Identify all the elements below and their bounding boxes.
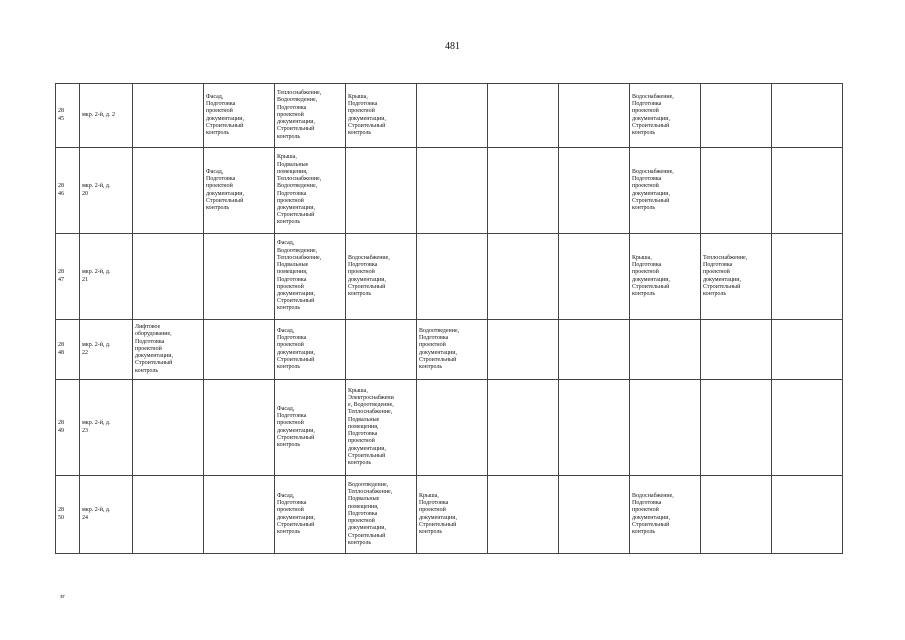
work-cell — [701, 380, 772, 476]
work-cell — [204, 380, 275, 476]
address-cell: мкр. 2-й, д. 23 — [80, 380, 133, 476]
work-cell — [488, 476, 559, 554]
table-row — [56, 148, 843, 234]
work-cell — [488, 380, 559, 476]
work-cell — [204, 476, 275, 554]
work-cell: Крыша, Подвальные помещения, Теплоснабжение, Водоотведение, Подготовка проектной документации, Строительный контроль — [275, 148, 346, 234]
row-number: 28 47 — [56, 234, 80, 320]
work-cell — [772, 476, 843, 554]
work-cell — [772, 380, 843, 476]
work-cell — [204, 320, 275, 380]
table-row — [56, 84, 843, 148]
work-cell — [701, 476, 772, 554]
row-number: 28 50 — [56, 476, 80, 554]
work-cell — [559, 148, 630, 234]
work-cell — [417, 148, 488, 234]
work-cell — [133, 84, 204, 148]
table-row — [56, 234, 843, 320]
work-cell — [133, 380, 204, 476]
row-number: 28 49 — [56, 380, 80, 476]
work-cell: Фасад, Подготовка проектной документации, Строительный контроль — [204, 84, 275, 148]
work-cell — [417, 234, 488, 320]
table-row — [56, 476, 843, 554]
work-cell — [630, 320, 701, 380]
address-cell: мкр. 2-й, д. 22 — [80, 320, 133, 380]
work-cell: Водоснабжение, Подготовка проектной документации, Строительный контроль — [630, 84, 701, 148]
row-number: 28 46 — [56, 148, 80, 234]
work-cell — [701, 148, 772, 234]
works-table — [55, 83, 843, 554]
work-cell — [772, 234, 843, 320]
work-cell: Крыша, Подготовка проектной документации, Строительный контроль — [630, 234, 701, 320]
work-cell — [133, 476, 204, 554]
work-cell — [772, 84, 843, 148]
work-cell — [559, 320, 630, 380]
work-cell: Лифтовое оборудование, Подготовка проектной документации, Строительный контроль — [133, 320, 204, 380]
work-cell — [488, 320, 559, 380]
address-cell: мкр. 2-й, д. 20 — [80, 148, 133, 234]
work-cell: Теплоснабжение, Водоотведение, Подготовка проектной документации, Строительный контроль — [275, 84, 346, 148]
work-cell: Фасад, Подготовка проектной документации, Строительный контроль — [204, 148, 275, 234]
work-cell — [701, 84, 772, 148]
work-cell — [559, 84, 630, 148]
address-cell: мкр. 2-й, д. 21 — [80, 234, 133, 320]
work-cell — [630, 380, 701, 476]
address-cell: мкр. 2-й, д. 2 — [80, 84, 133, 148]
work-cell — [204, 234, 275, 320]
footer-mark: зг — [60, 594, 65, 600]
work-cell: Фасад, Подготовка проектной документации, Строительный контроль — [275, 476, 346, 554]
work-cell: Теплоснабжение, Подготовка проектной документации, Строительный контроль — [701, 234, 772, 320]
work-cell — [488, 234, 559, 320]
work-cell: Крыша, Подготовка проектной документации, Строительный контроль — [417, 476, 488, 554]
work-cell — [133, 148, 204, 234]
work-cell — [559, 476, 630, 554]
work-cell — [772, 320, 843, 380]
work-cell — [488, 148, 559, 234]
table-row — [56, 320, 843, 380]
work-cell: Водоотведение, Теплоснабжение, Подвальные помещения, Подготовка проектной документации, Строительный контроль — [346, 476, 417, 554]
work-cell: Фасад, Подготовка проектной документации, Строительный контроль — [275, 320, 346, 380]
address-cell: мкр. 2-й, д. 24 — [80, 476, 133, 554]
work-cell — [346, 148, 417, 234]
work-cell — [772, 148, 843, 234]
work-cell: Крыша, Электроснабжени е, Водоотведение, Теплоснабжение, Подвальные помещения, Подготовка проектной документации, Строительный контроль — [346, 380, 417, 476]
work-cell: Водоснабжение, Подготовка проектной документации, Строительный контроль — [346, 234, 417, 320]
work-cell — [488, 84, 559, 148]
work-cell: Водоснабжение, Подготовка проектной документации, Строительный контроль — [630, 148, 701, 234]
row-number: 28 48 — [56, 320, 80, 380]
work-cell: Фасад, Водоотведение, Теплоснабжение, Подвальные помещения, Подготовка проектной документации, Строительный контроль — [275, 234, 346, 320]
work-cell: Фасад, Подготовка проектной документации, Строительный контроль — [275, 380, 346, 476]
table-row — [56, 380, 843, 476]
work-cell — [559, 234, 630, 320]
work-cell — [701, 320, 772, 380]
work-cell — [133, 234, 204, 320]
work-cell — [417, 380, 488, 476]
page-number: 481 — [445, 41, 460, 52]
work-cell: Водоотведение, Подготовка проектной документации, Строительный контроль — [417, 320, 488, 380]
row-number: 28 45 — [56, 84, 80, 148]
work-cell — [346, 320, 417, 380]
work-cell — [559, 380, 630, 476]
work-cell: Крыша, Подготовка проектной документации, Строительный контроль — [346, 84, 417, 148]
work-cell — [417, 84, 488, 148]
work-cell: Водоснабжение, Подготовка проектной документации, Строительный контроль — [630, 476, 701, 554]
